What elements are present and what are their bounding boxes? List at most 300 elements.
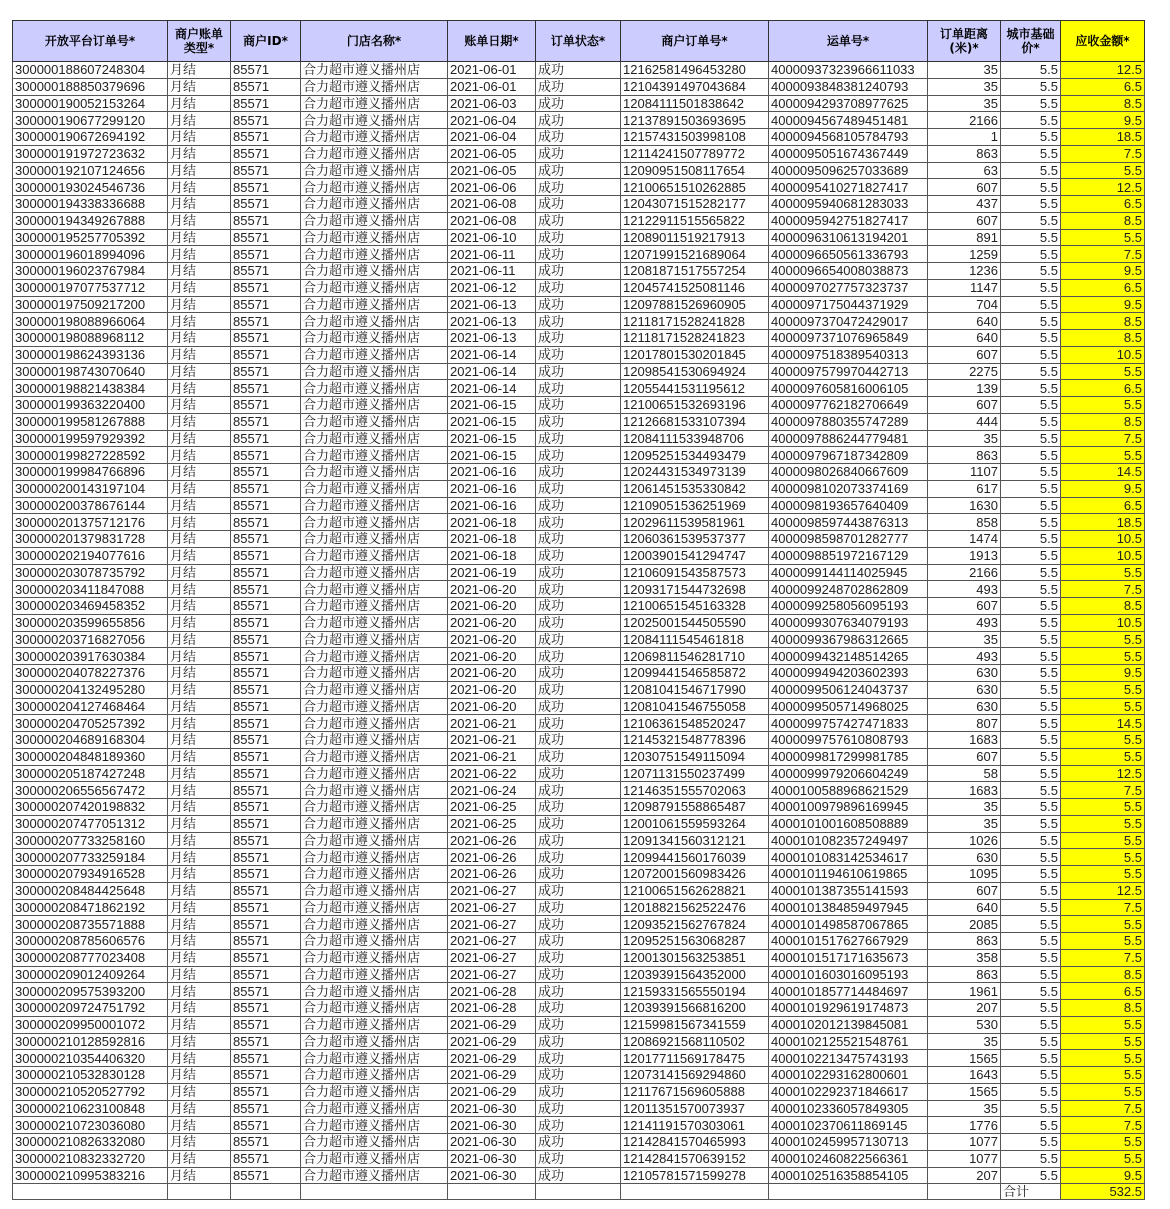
- cell-merchant-id[interactable]: 85571: [231, 531, 301, 548]
- cell-base-price[interactable]: 5.5: [1001, 129, 1061, 146]
- cell-amount[interactable]: 5.5: [1061, 1134, 1145, 1151]
- cell-order-no[interactable]: 300000188850379696: [13, 78, 168, 95]
- cell-order-status[interactable]: 成功: [536, 1134, 621, 1151]
- cell-bill-type[interactable]: 月结: [168, 330, 231, 347]
- cell-store-name[interactable]: 合力超市遵义播州店: [301, 648, 448, 665]
- cell-merchant-order-no[interactable]: 12029611539581961: [621, 514, 769, 531]
- cell-bill-type[interactable]: 月结: [168, 1083, 231, 1100]
- cell-base-price[interactable]: 5.5: [1001, 246, 1061, 263]
- cell-amount[interactable]: 5.5: [1061, 681, 1145, 698]
- cell-merchant-order-no[interactable]: 12084111545461818: [621, 631, 769, 648]
- cell-bill-date[interactable]: 2021-06-20: [448, 665, 536, 682]
- cell-order-no[interactable]: 300000207420198832: [13, 799, 168, 816]
- cell-order-status[interactable]: 成功: [536, 1067, 621, 1084]
- cell-merchant-id[interactable]: 85571: [231, 1016, 301, 1033]
- cell-base-price[interactable]: 5.5: [1001, 547, 1061, 564]
- cell-merchant-order-no[interactable]: 12095251563068287: [621, 933, 769, 950]
- cell-store-name[interactable]: 合力超市遵义播州店: [301, 145, 448, 162]
- cell-order-status[interactable]: 成功: [536, 447, 621, 464]
- cell-order-status[interactable]: 成功: [536, 531, 621, 548]
- cell-bill-type[interactable]: 月结: [168, 363, 231, 380]
- cell-amount[interactable]: 9.5: [1061, 296, 1145, 313]
- cell-distance[interactable]: 1026: [928, 832, 1001, 849]
- cell-order-status[interactable]: 成功: [536, 112, 621, 129]
- cell-merchant-order-no[interactable]: 12071991521689064: [621, 246, 769, 263]
- cell-order-status[interactable]: 成功: [536, 832, 621, 849]
- cell-order-no[interactable]: 300000190052153264: [13, 95, 168, 112]
- cell-base-price[interactable]: 5.5: [1001, 380, 1061, 397]
- cell-distance[interactable]: 493: [928, 581, 1001, 598]
- cell-store-name[interactable]: 合力超市遵义播州店: [301, 983, 448, 1000]
- cell-distance[interactable]: 863: [928, 145, 1001, 162]
- cell-base-price[interactable]: 5.5: [1001, 162, 1061, 179]
- cell-order-no[interactable]: 300000198743070640: [13, 363, 168, 380]
- cell-merchant-id[interactable]: 85571: [231, 581, 301, 598]
- cell-bill-date[interactable]: 2021-06-13: [448, 330, 536, 347]
- cell-base-price[interactable]: 5.5: [1001, 1016, 1061, 1033]
- cell-order-no[interactable]: 300000206556567472: [13, 782, 168, 799]
- cell-amount[interactable]: 5.5: [1061, 162, 1145, 179]
- cell-bill-type[interactable]: 月结: [168, 614, 231, 631]
- cell-bill-type[interactable]: 月结: [168, 430, 231, 447]
- cell-base-price[interactable]: 5.5: [1001, 229, 1061, 246]
- cell-waybill-no[interactable]: 4000102460822566361: [769, 1150, 928, 1167]
- cell-base-price[interactable]: 5.5: [1001, 1100, 1061, 1117]
- cell-merchant-order-no[interactable]: 12106091543587573: [621, 564, 769, 581]
- cell-order-status[interactable]: 成功: [536, 330, 621, 347]
- cell-order-status[interactable]: 成功: [536, 564, 621, 581]
- total-empty-cell[interactable]: [621, 1184, 769, 1200]
- cell-bill-date[interactable]: 2021-06-15: [448, 413, 536, 430]
- cell-order-status[interactable]: 成功: [536, 179, 621, 196]
- cell-merchant-order-no[interactable]: 12159331565550194: [621, 983, 769, 1000]
- cell-waybill-no[interactable]: 4000097967187342809: [769, 447, 928, 464]
- cell-waybill-no[interactable]: 4000094293708977625: [769, 95, 928, 112]
- cell-amount[interactable]: 7.5: [1061, 1100, 1145, 1117]
- cell-merchant-order-no[interactable]: 12093521562767824: [621, 916, 769, 933]
- cell-base-price[interactable]: 5.5: [1001, 212, 1061, 229]
- cell-bill-date[interactable]: 2021-06-27: [448, 966, 536, 983]
- cell-merchant-order-no[interactable]: 12017801530201845: [621, 346, 769, 363]
- cell-base-price[interactable]: 5.5: [1001, 263, 1061, 280]
- cell-amount[interactable]: 5.5: [1061, 363, 1145, 380]
- cell-order-no[interactable]: 300000200143197104: [13, 480, 168, 497]
- cell-amount[interactable]: 8.5: [1061, 413, 1145, 430]
- cell-merchant-order-no[interactable]: 12025001544505590: [621, 614, 769, 631]
- cell-merchant-id[interactable]: 85571: [231, 514, 301, 531]
- cell-merchant-order-no[interactable]: 12100651510262885: [621, 179, 769, 196]
- cell-distance[interactable]: 2275: [928, 363, 1001, 380]
- cell-order-status[interactable]: 成功: [536, 480, 621, 497]
- cell-order-no[interactable]: 300000210995383216: [13, 1167, 168, 1184]
- cell-merchant-order-no[interactable]: 12060361539537377: [621, 531, 769, 548]
- cell-bill-type[interactable]: 月结: [168, 212, 231, 229]
- cell-order-status[interactable]: 成功: [536, 363, 621, 380]
- cell-base-price[interactable]: 5.5: [1001, 799, 1061, 816]
- cell-merchant-order-no[interactable]: 12043071515282177: [621, 196, 769, 213]
- cell-store-name[interactable]: 合力超市遵义播州店: [301, 966, 448, 983]
- cell-bill-date[interactable]: 2021-06-04: [448, 129, 536, 146]
- cell-merchant-id[interactable]: 85571: [231, 882, 301, 899]
- total-empty-cell[interactable]: [301, 1184, 448, 1200]
- cell-waybill-no[interactable]: 4000102125521548761: [769, 1033, 928, 1050]
- cell-order-no[interactable]: 300000199827228592: [13, 447, 168, 464]
- cell-merchant-id[interactable]: 85571: [231, 1134, 301, 1151]
- cell-order-no[interactable]: 300000210520527792: [13, 1083, 168, 1100]
- cell-bill-date[interactable]: 2021-06-21: [448, 715, 536, 732]
- cell-waybill-no[interactable]: 4000098193657640409: [769, 497, 928, 514]
- cell-store-name[interactable]: 合力超市遵义播州店: [301, 279, 448, 296]
- cell-order-no[interactable]: 300000209012409264: [13, 966, 168, 983]
- cell-merchant-id[interactable]: 85571: [231, 78, 301, 95]
- cell-order-no[interactable]: 300000209575393200: [13, 983, 168, 1000]
- cell-store-name[interactable]: 合力超市遵义播州店: [301, 564, 448, 581]
- cell-base-price[interactable]: 5.5: [1001, 1083, 1061, 1100]
- cell-amount[interactable]: 5.5: [1061, 564, 1145, 581]
- cell-merchant-order-no[interactable]: 12084111501838642: [621, 95, 769, 112]
- cell-bill-type[interactable]: 月结: [168, 464, 231, 481]
- cell-merchant-id[interactable]: 85571: [231, 179, 301, 196]
- cell-waybill-no[interactable]: 4000102213475743193: [769, 1050, 928, 1067]
- cell-bill-date[interactable]: 2021-06-28: [448, 983, 536, 1000]
- cell-amount[interactable]: 10.5: [1061, 346, 1145, 363]
- cell-store-name[interactable]: 合力超市遵义播州店: [301, 849, 448, 866]
- cell-waybill-no[interactable]: 4000102370611869145: [769, 1117, 928, 1134]
- cell-waybill-no[interactable]: 4000093848381240793: [769, 78, 928, 95]
- cell-order-no[interactable]: 300000210623100848: [13, 1100, 168, 1117]
- cell-order-no[interactable]: 300000210128592816: [13, 1033, 168, 1050]
- total-empty-cell[interactable]: [168, 1184, 231, 1200]
- cell-waybill-no[interactable]: 4000102336057849305: [769, 1100, 928, 1117]
- cell-store-name[interactable]: 合力超市遵义播州店: [301, 330, 448, 347]
- cell-base-price[interactable]: 5.5: [1001, 62, 1061, 79]
- cell-merchant-id[interactable]: 85571: [231, 899, 301, 916]
- cell-order-no[interactable]: 300000210832332720: [13, 1150, 168, 1167]
- cell-distance[interactable]: 1077: [928, 1150, 1001, 1167]
- cell-store-name[interactable]: 合力超市遵义播州店: [301, 196, 448, 213]
- cell-amount[interactable]: 5.5: [1061, 397, 1145, 414]
- cell-merchant-order-no[interactable]: 12039391564352000: [621, 966, 769, 983]
- cell-merchant-id[interactable]: 85571: [231, 313, 301, 330]
- cell-bill-date[interactable]: 2021-06-16: [448, 480, 536, 497]
- cell-order-no[interactable]: 300000201375712176: [13, 514, 168, 531]
- cell-order-status[interactable]: 成功: [536, 263, 621, 280]
- cell-order-status[interactable]: 成功: [536, 782, 621, 799]
- cell-base-price[interactable]: 5.5: [1001, 715, 1061, 732]
- cell-distance[interactable]: 640: [928, 899, 1001, 916]
- cell-bill-date[interactable]: 2021-06-30: [448, 1150, 536, 1167]
- cell-merchant-order-no[interactable]: 12073141569294860: [621, 1067, 769, 1084]
- cell-bill-date[interactable]: 2021-06-22: [448, 765, 536, 782]
- cell-order-status[interactable]: 成功: [536, 648, 621, 665]
- cell-base-price[interactable]: 5.5: [1001, 480, 1061, 497]
- cell-base-price[interactable]: 5.5: [1001, 748, 1061, 765]
- cell-bill-type[interactable]: 月结: [168, 1167, 231, 1184]
- cell-base-price[interactable]: 5.5: [1001, 514, 1061, 531]
- cell-order-status[interactable]: 成功: [536, 1100, 621, 1117]
- cell-store-name[interactable]: 合力超市遵义播州店: [301, 665, 448, 682]
- cell-waybill-no[interactable]: 4000098102073374169: [769, 480, 928, 497]
- cell-base-price[interactable]: 5.5: [1001, 313, 1061, 330]
- cell-merchant-order-no[interactable]: 12117671569605888: [621, 1083, 769, 1100]
- cell-amount[interactable]: 12.5: [1061, 765, 1145, 782]
- header-distance[interactable]: 订单距离(米)*: [928, 21, 1001, 62]
- cell-merchant-order-no[interactable]: 12091341560312121: [621, 832, 769, 849]
- cell-order-status[interactable]: 成功: [536, 547, 621, 564]
- cell-merchant-order-no[interactable]: 12100651532693196: [621, 397, 769, 414]
- cell-bill-type[interactable]: 月结: [168, 732, 231, 749]
- cell-bill-type[interactable]: 月结: [168, 229, 231, 246]
- cell-waybill-no[interactable]: 4000097371076965849: [769, 330, 928, 347]
- cell-bill-date[interactable]: 2021-06-01: [448, 78, 536, 95]
- cell-order-no[interactable]: 300000199581267888: [13, 413, 168, 430]
- cell-merchant-id[interactable]: 85571: [231, 296, 301, 313]
- cell-order-status[interactable]: 成功: [536, 1117, 621, 1134]
- cell-order-no[interactable]: 300000204132495280: [13, 681, 168, 698]
- cell-store-name[interactable]: 合力超市遵义播州店: [301, 514, 448, 531]
- cell-merchant-id[interactable]: 85571: [231, 480, 301, 497]
- cell-bill-date[interactable]: 2021-06-16: [448, 464, 536, 481]
- cell-merchant-id[interactable]: 85571: [231, 966, 301, 983]
- cell-base-price[interactable]: 5.5: [1001, 564, 1061, 581]
- cell-waybill-no[interactable]: 4000099757610808793: [769, 732, 928, 749]
- cell-amount[interactable]: 5.5: [1061, 698, 1145, 715]
- cell-store-name[interactable]: 合力超市遵义播州店: [301, 497, 448, 514]
- cell-amount[interactable]: 9.5: [1061, 112, 1145, 129]
- cell-order-status[interactable]: 成功: [536, 279, 621, 296]
- cell-order-no[interactable]: 300000190677299120: [13, 112, 168, 129]
- cell-store-name[interactable]: 合力超市遵义播州店: [301, 815, 448, 832]
- cell-amount[interactable]: 9.5: [1061, 1167, 1145, 1184]
- cell-base-price[interactable]: 5.5: [1001, 112, 1061, 129]
- cell-merchant-id[interactable]: 85571: [231, 330, 301, 347]
- cell-waybill-no[interactable]: 4000097370472429017: [769, 313, 928, 330]
- cell-waybill-no[interactable]: 4000099248702862809: [769, 581, 928, 598]
- cell-order-status[interactable]: 成功: [536, 866, 621, 883]
- cell-merchant-id[interactable]: 85571: [231, 1100, 301, 1117]
- cell-bill-date[interactable]: 2021-06-30: [448, 1134, 536, 1151]
- cell-waybill-no[interactable]: 4000099307634079193: [769, 614, 928, 631]
- cell-order-status[interactable]: 成功: [536, 1000, 621, 1017]
- cell-distance[interactable]: 1095: [928, 866, 1001, 883]
- cell-distance[interactable]: 1630: [928, 497, 1001, 514]
- cell-bill-date[interactable]: 2021-06-20: [448, 614, 536, 631]
- cell-distance[interactable]: 607: [928, 346, 1001, 363]
- cell-bill-type[interactable]: 月结: [168, 246, 231, 263]
- cell-bill-date[interactable]: 2021-06-06: [448, 179, 536, 196]
- cell-bill-type[interactable]: 月结: [168, 899, 231, 916]
- cell-distance[interactable]: 863: [928, 966, 1001, 983]
- cell-merchant-id[interactable]: 85571: [231, 1067, 301, 1084]
- cell-order-status[interactable]: 成功: [536, 380, 621, 397]
- cell-base-price[interactable]: 5.5: [1001, 899, 1061, 916]
- cell-waybill-no[interactable]: 4000101001608508889: [769, 815, 928, 832]
- cell-store-name[interactable]: 合力超市遵义播州店: [301, 614, 448, 631]
- cell-merchant-order-no[interactable]: 12055441531195612: [621, 380, 769, 397]
- cell-merchant-order-no[interactable]: 12081041546755058: [621, 698, 769, 715]
- cell-bill-date[interactable]: 2021-06-14: [448, 380, 536, 397]
- cell-base-price[interactable]: 5.5: [1001, 815, 1061, 832]
- cell-merchant-id[interactable]: 85571: [231, 815, 301, 832]
- cell-store-name[interactable]: 合力超市遵义播州店: [301, 246, 448, 263]
- cell-distance[interactable]: 640: [928, 330, 1001, 347]
- cell-amount[interactable]: 5.5: [1061, 849, 1145, 866]
- cell-amount[interactable]: 9.5: [1061, 263, 1145, 280]
- cell-distance[interactable]: 1776: [928, 1117, 1001, 1134]
- cell-store-name[interactable]: 合力超市遵义播州店: [301, 1083, 448, 1100]
- cell-order-status[interactable]: 成功: [536, 715, 621, 732]
- cell-merchant-id[interactable]: 85571: [231, 1050, 301, 1067]
- cell-waybill-no[interactable]: 4000099367986312665: [769, 631, 928, 648]
- cell-order-status[interactable]: 成功: [536, 1167, 621, 1184]
- cell-bill-type[interactable]: 月结: [168, 413, 231, 430]
- cell-distance[interactable]: 1643: [928, 1067, 1001, 1084]
- cell-merchant-id[interactable]: 85571: [231, 715, 301, 732]
- cell-store-name[interactable]: 合力超市遵义播州店: [301, 1000, 448, 1017]
- cell-base-price[interactable]: 5.5: [1001, 983, 1061, 1000]
- cell-waybill-no[interactable]: 4000099506124043737: [769, 681, 928, 698]
- header-merchant-order-no[interactable]: 商户订单号*: [621, 21, 769, 62]
- cell-bill-date[interactable]: 2021-06-29: [448, 1050, 536, 1067]
- cell-amount[interactable]: 6.5: [1061, 78, 1145, 95]
- cell-merchant-order-no[interactable]: 12141191570303061: [621, 1117, 769, 1134]
- cell-merchant-order-no[interactable]: 12114241507789772: [621, 145, 769, 162]
- cell-order-status[interactable]: 成功: [536, 62, 621, 79]
- cell-bill-date[interactable]: 2021-06-15: [448, 430, 536, 447]
- cell-waybill-no[interactable]: 4000097886244779481: [769, 430, 928, 447]
- cell-base-price[interactable]: 5.5: [1001, 665, 1061, 682]
- cell-merchant-order-no[interactable]: 12118171528241823: [621, 330, 769, 347]
- cell-merchant-id[interactable]: 85571: [231, 246, 301, 263]
- total-amount[interactable]: 532.5: [1061, 1184, 1145, 1200]
- cell-base-price[interactable]: 5.5: [1001, 933, 1061, 950]
- cell-distance[interactable]: 1565: [928, 1083, 1001, 1100]
- cell-merchant-id[interactable]: 85571: [231, 782, 301, 799]
- cell-merchant-order-no[interactable]: 12018821562522476: [621, 899, 769, 916]
- cell-order-status[interactable]: 成功: [536, 949, 621, 966]
- cell-amount[interactable]: 5.5: [1061, 1067, 1145, 1084]
- cell-waybill-no[interactable]: 4000099757427471833: [769, 715, 928, 732]
- cell-distance[interactable]: 607: [928, 212, 1001, 229]
- cell-store-name[interactable]: 合力超市遵义播州店: [301, 598, 448, 615]
- cell-order-no[interactable]: 300000210532830128: [13, 1067, 168, 1084]
- cell-merchant-order-no[interactable]: 12162581496453280: [621, 62, 769, 79]
- cell-merchant-order-no[interactable]: 12001301563253851: [621, 949, 769, 966]
- header-bill-type[interactable]: 商户账单类型*: [168, 21, 231, 62]
- cell-bill-date[interactable]: 2021-06-30: [448, 1100, 536, 1117]
- cell-merchant-order-no[interactable]: 12097881526960905: [621, 296, 769, 313]
- cell-amount[interactable]: 6.5: [1061, 279, 1145, 296]
- cell-merchant-id[interactable]: 85571: [231, 665, 301, 682]
- cell-order-status[interactable]: 成功: [536, 933, 621, 950]
- cell-merchant-order-no[interactable]: 12030751549115094: [621, 748, 769, 765]
- cell-base-price[interactable]: 5.5: [1001, 765, 1061, 782]
- cell-waybill-no[interactable]: 4000098026840667609: [769, 464, 928, 481]
- cell-merchant-id[interactable]: 85571: [231, 698, 301, 715]
- cell-bill-date[interactable]: 2021-06-14: [448, 363, 536, 380]
- cell-order-status[interactable]: 成功: [536, 598, 621, 615]
- cell-waybill-no[interactable]: 4000099817299981785: [769, 748, 928, 765]
- cell-distance[interactable]: 1565: [928, 1050, 1001, 1067]
- cell-store-name[interactable]: 合力超市遵义播州店: [301, 1050, 448, 1067]
- cell-bill-date[interactable]: 2021-06-12: [448, 279, 536, 296]
- cell-base-price[interactable]: 5.5: [1001, 1000, 1061, 1017]
- cell-store-name[interactable]: 合力超市遵义播州店: [301, 313, 448, 330]
- cell-base-price[interactable]: 5.5: [1001, 413, 1061, 430]
- cell-waybill-no[interactable]: 4000101387355141593: [769, 882, 928, 899]
- cell-distance[interactable]: 35: [928, 95, 1001, 112]
- cell-bill-date[interactable]: 2021-06-03: [448, 95, 536, 112]
- cell-merchant-order-no[interactable]: 12145321548778396: [621, 732, 769, 749]
- cell-bill-date[interactable]: 2021-06-05: [448, 145, 536, 162]
- cell-amount[interactable]: 8.5: [1061, 330, 1145, 347]
- cell-bill-date[interactable]: 2021-06-10: [448, 229, 536, 246]
- cell-merchant-order-no[interactable]: 12090951508117654: [621, 162, 769, 179]
- cell-order-status[interactable]: 成功: [536, 196, 621, 213]
- cell-merchant-order-no[interactable]: 12095251534493479: [621, 447, 769, 464]
- cell-amount[interactable]: 9.5: [1061, 665, 1145, 682]
- cell-merchant-id[interactable]: 85571: [231, 279, 301, 296]
- cell-store-name[interactable]: 合力超市遵义播州店: [301, 464, 448, 481]
- cell-amount[interactable]: 5.5: [1061, 631, 1145, 648]
- total-empty-cell[interactable]: [928, 1184, 1001, 1200]
- cell-merchant-id[interactable]: 85571: [231, 748, 301, 765]
- cell-store-name[interactable]: 合力超市遵义播州店: [301, 112, 448, 129]
- cell-order-no[interactable]: 300000207934916528: [13, 866, 168, 883]
- cell-bill-type[interactable]: 月结: [168, 296, 231, 313]
- cell-waybill-no[interactable]: 4000097175044371929: [769, 296, 928, 313]
- cell-merchant-id[interactable]: 85571: [231, 212, 301, 229]
- cell-merchant-id[interactable]: 85571: [231, 547, 301, 564]
- cell-store-name[interactable]: 合力超市遵义播州店: [301, 1016, 448, 1033]
- cell-waybill-no[interactable]: 4000097579970442713: [769, 363, 928, 380]
- cell-waybill-no[interactable]: 4000102516358854105: [769, 1167, 928, 1184]
- cell-merchant-order-no[interactable]: 12081041546717990: [621, 681, 769, 698]
- cell-distance[interactable]: 2085: [928, 916, 1001, 933]
- cell-distance[interactable]: 437: [928, 196, 1001, 213]
- cell-order-status[interactable]: 成功: [536, 212, 621, 229]
- cell-order-no[interactable]: 300000198624393136: [13, 346, 168, 363]
- header-waybill-no[interactable]: 运单号*: [769, 21, 928, 62]
- cell-amount[interactable]: 5.5: [1061, 799, 1145, 816]
- cell-bill-type[interactable]: 月结: [168, 480, 231, 497]
- cell-base-price[interactable]: 5.5: [1001, 849, 1061, 866]
- cell-order-status[interactable]: 成功: [536, 229, 621, 246]
- cell-order-no[interactable]: 300000193024546736: [13, 179, 168, 196]
- cell-bill-type[interactable]: 月结: [168, 564, 231, 581]
- cell-distance[interactable]: 1913: [928, 547, 1001, 564]
- cell-order-no[interactable]: 300000209724751792: [13, 1000, 168, 1017]
- cell-distance[interactable]: 630: [928, 681, 1001, 698]
- cell-bill-type[interactable]: 月结: [168, 832, 231, 849]
- cell-store-name[interactable]: 合力超市遵义播州店: [301, 95, 448, 112]
- cell-base-price[interactable]: 5.5: [1001, 179, 1061, 196]
- cell-order-status[interactable]: 成功: [536, 748, 621, 765]
- cell-merchant-id[interactable]: 85571: [231, 598, 301, 615]
- cell-order-status[interactable]: 成功: [536, 313, 621, 330]
- cell-store-name[interactable]: 合力超市遵义播州店: [301, 413, 448, 430]
- cell-bill-date[interactable]: 2021-06-19: [448, 564, 536, 581]
- cell-order-no[interactable]: 300000199984766896: [13, 464, 168, 481]
- cell-bill-type[interactable]: 月结: [168, 514, 231, 531]
- cell-waybill-no[interactable]: 4000101517171635673: [769, 949, 928, 966]
- header-store-name[interactable]: 门店名称*: [301, 21, 448, 62]
- cell-merchant-id[interactable]: 85571: [231, 162, 301, 179]
- cell-merchant-id[interactable]: 85571: [231, 62, 301, 79]
- cell-amount[interactable]: 8.5: [1061, 1000, 1145, 1017]
- cell-order-status[interactable]: 成功: [536, 129, 621, 146]
- cell-merchant-id[interactable]: 85571: [231, 849, 301, 866]
